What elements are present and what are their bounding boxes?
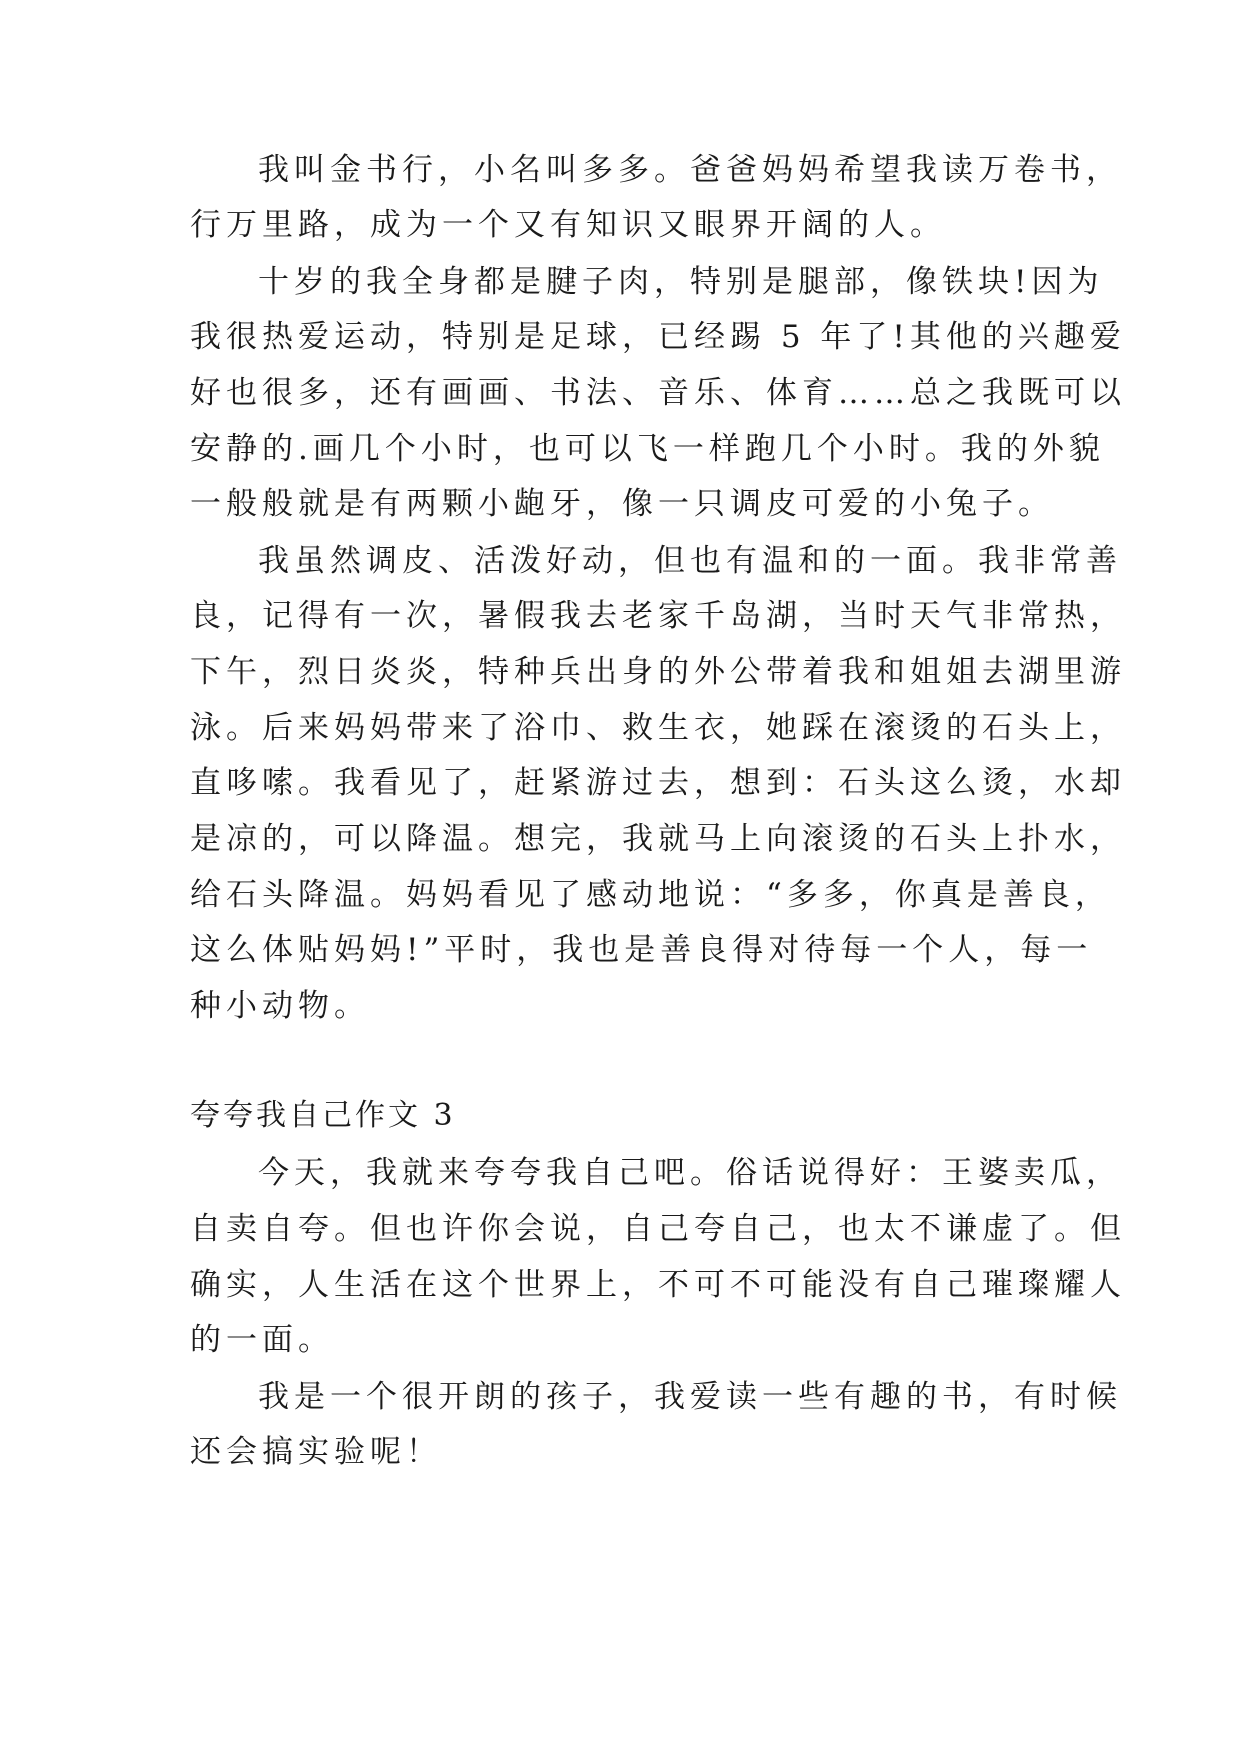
paragraph-line: 种小动物。: [190, 988, 370, 1024]
paragraph-line: 行万里路，成为一个又有知识又眼界开阔的人。: [190, 207, 946, 243]
paragraph-line: 泳。后来妈妈带来了浴巾、救生衣，她踩在滚烫的石头上，: [190, 710, 1126, 746]
paragraph-line: 我叫金书行，小名叫多多。爸爸妈妈希望我读万卷书，: [258, 152, 1122, 188]
paragraph-line: 安静的.画几个小时，也可以飞一样跑几个小时。我的外貌: [190, 431, 1105, 467]
paragraph-line: 确实，人生活在这个世界上，不可不可能没有自己璀璨耀人: [190, 1267, 1126, 1303]
paragraph-line: 这么体贴妈妈!”平时，我也是善良得对待每一个人，每一: [190, 932, 1093, 968]
paragraph-line: 我虽然调皮、活泼好动，但也有温和的一面。我非常善: [258, 543, 1122, 579]
paragraph-line: 自卖自夸。但也许你会说，自己夸自己，也太不谦虚了。但: [190, 1211, 1126, 1247]
paragraph-line: 我是一个很开朗的孩子，我爱读一些有趣的书，有时候: [258, 1379, 1122, 1415]
paragraph-line: 十岁的我全身都是腱子肉，特别是腿部，像铁块!因为: [258, 264, 1104, 300]
paragraph-line: 良，记得有一次，暑假我去老家千岛湖，当时天气非常热，: [190, 598, 1126, 634]
paragraph-line: 给石头降温。妈妈看见了感动地说：“多多，你真是善良，: [190, 877, 1111, 913]
paragraph-line: 下午，烈日炎炎，特种兵出身的外公带着我和姐姐去湖里游: [190, 654, 1126, 690]
paragraph-line: 是凉的，可以降温。想完，我就马上向滚烫的石头上扑水，: [190, 821, 1126, 857]
paragraph-line: 我很热爱运动，特别是足球，已经踢 5 年了!其他的兴趣爱: [190, 319, 1126, 355]
paragraph-line: 的一面。: [190, 1322, 334, 1358]
paragraph-line: 好也很多，还有画画、书法、音乐、体育……总之我既可以: [190, 375, 1126, 411]
paragraph-line: 还会搞实验呢！: [190, 1434, 442, 1470]
paragraph-line: 今天，我就来夸夸我自己吧。俗话说得好：王婆卖瓜，: [258, 1155, 1122, 1191]
paragraph-line: 一般般就是有两颗小龅牙，像一只调皮可爱的小兔子。: [190, 486, 1054, 522]
paragraph-line: 直哆嗦。我看见了，赶紧游过去，想到：石头这么烫，水却: [190, 765, 1126, 801]
section-heading: 夸夸我自己作文 3: [190, 1098, 456, 1133]
